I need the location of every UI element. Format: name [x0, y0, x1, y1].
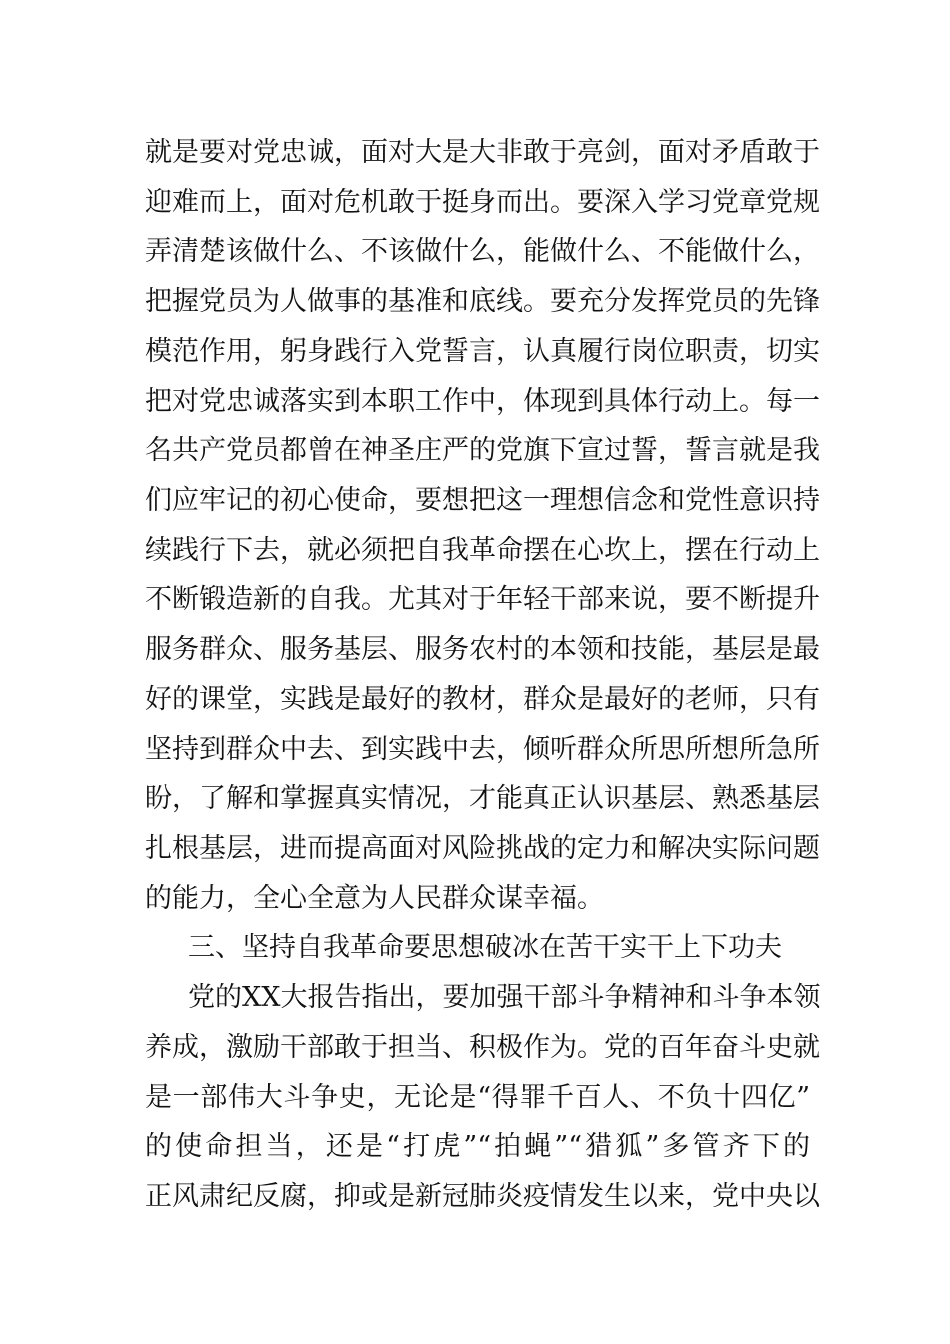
section-heading: 三、坚持自我革命要思想破冰在苦干实干上下功夫 — [188, 932, 782, 963]
paragraph-line: 不断锻造新的自我。尤其对于年轻干部来说，要不断提升 — [145, 584, 820, 615]
paragraph-line: 服务群众、服务基层、服务农村的本领和技能，基层是最 — [145, 634, 820, 665]
paragraph-line: 是一部伟大斗争史，无论是“得罪千百人、不负十四亿” — [145, 1082, 810, 1113]
paragraph-line: 坚持到群众中去、到实践中去，倾听群众所思所想所急所 — [145, 734, 820, 765]
paragraph-line: 模范作用，躬身践行入党誓言，认真履行岗位职责，切实 — [145, 336, 820, 367]
paragraph-line: 正风肃纪反腐，抑或是新冠肺炎疫情发生以来，党中央以 — [145, 1181, 820, 1212]
paragraph-line: 扎根基层，进而提高面对风险挑战的定力和解决实际问题 — [145, 833, 820, 864]
paragraph-line: 把握党员为人做事的基准和底线。要充分发挥党员的先锋 — [145, 286, 820, 317]
paragraph-line: 好的课堂，实践是最好的教材，群众是最好的老师，只有 — [145, 684, 820, 715]
paragraph-line: 名共产党员都曾在神圣庄严的党旗下宣过誓，誓言就是我 — [145, 435, 820, 466]
paragraph-line: 养成，激励干部敢于担当、积极作为。党的百年奋斗史就 — [145, 1032, 820, 1063]
paragraph-line: 续践行下去，就必须把自我革命摆在心坎上，摆在行动上 — [145, 535, 820, 566]
paragraph-line: 弄清楚该做什么、不该做什么，能做什么、不能做什么， — [145, 236, 820, 267]
paragraph-line: 把对党忠诚落实到本职工作中，体现到具体行动上。每一 — [145, 386, 820, 417]
paragraph-line: 的能力，全心全意为人民群众谋幸福。 — [145, 883, 604, 914]
paragraph-line: 们应牢记的初心使命，要想把这一理想信念和党性意识持 — [145, 485, 820, 516]
paragraph-line: 党的XX大报告指出，要加强干部斗争精神和斗争本领 — [188, 982, 821, 1013]
paragraph-line: 迎难而上，面对危机敢于挺身而出。要深入学习党章党规 — [145, 187, 820, 218]
paragraph-line: 的使命担当，还是“打虎”“拍蝇”“猎狐”多管齐下的 — [145, 1131, 810, 1162]
paragraph-line: 盼，了解和掌握真实情况，才能真正认识基层、熟悉基层 — [145, 783, 820, 814]
paragraph-line: 就是要对党忠诚，面对大是大非敢于亮剑，面对矛盾敢于 — [145, 137, 820, 168]
